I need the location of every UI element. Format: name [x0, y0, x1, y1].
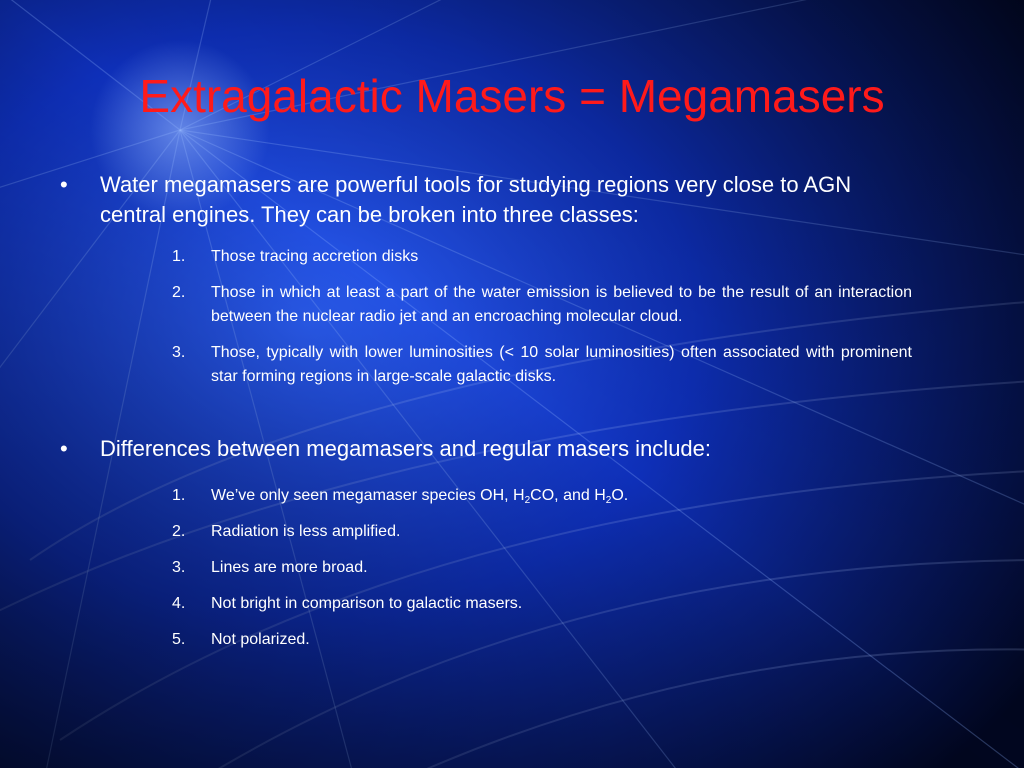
list-item — [170, 484, 912, 508]
differences-list — [170, 484, 912, 652]
list-item — [170, 520, 912, 544]
bullet-icon: • — [60, 172, 68, 197]
list-item-text: Those in which at least a part of the water emission is believed to be the result of an interaction between the nuclear radio jet and an encroaching molecular cloud. — [211, 284, 912, 325]
list-number: 3. — [172, 344, 186, 361]
list-item-text: Not bright in comparison to galactic masers. — [211, 595, 523, 612]
bullet-text: Differences between megamasers and regular masers include: — [100, 436, 712, 461]
list-item — [170, 281, 912, 329]
accretion-classes-list — [170, 245, 912, 389]
list-item-text: Those tracing accretion disks — [211, 248, 419, 265]
list-number: 1. — [172, 248, 186, 265]
list-item — [170, 245, 912, 269]
list-number: 3. — [172, 559, 186, 576]
list-item — [170, 556, 912, 580]
list-item-text: Lines are more broad. — [211, 559, 368, 576]
list-number: 2. — [172, 523, 186, 540]
list-item — [170, 341, 912, 389]
list-item — [170, 628, 912, 652]
list-number: 1. — [172, 487, 186, 504]
bullet-point-1 — [56, 170, 916, 230]
slide-title: Extragalactic Masers = Megamasers — [139, 70, 885, 122]
list-number: 5. — [172, 631, 186, 648]
list-item-text: Those, typically with lower luminosities (< 10 solar luminosities) often associated with prominent star forming regions in large-scale galactic disks. — [211, 344, 912, 385]
list-number: 4. — [172, 595, 186, 612]
list-item-text: We’ve only seen megamaser species OH, $H_2CO$, and $H_2O$. — [211, 487, 629, 506]
list-item-text: Not polarized. — [211, 631, 310, 648]
list-item-text: Radiation is less amplified. — [211, 523, 401, 540]
list-number: 2. — [172, 284, 186, 301]
bullet-point-2 — [56, 434, 916, 464]
bullet-text: Water megamasers are powerful tools for studying regions very close to AGN central engines. They can be broken into three classes: — [100, 172, 852, 227]
bullet-icon: • — [60, 436, 68, 461]
list-item — [170, 592, 912, 616]
